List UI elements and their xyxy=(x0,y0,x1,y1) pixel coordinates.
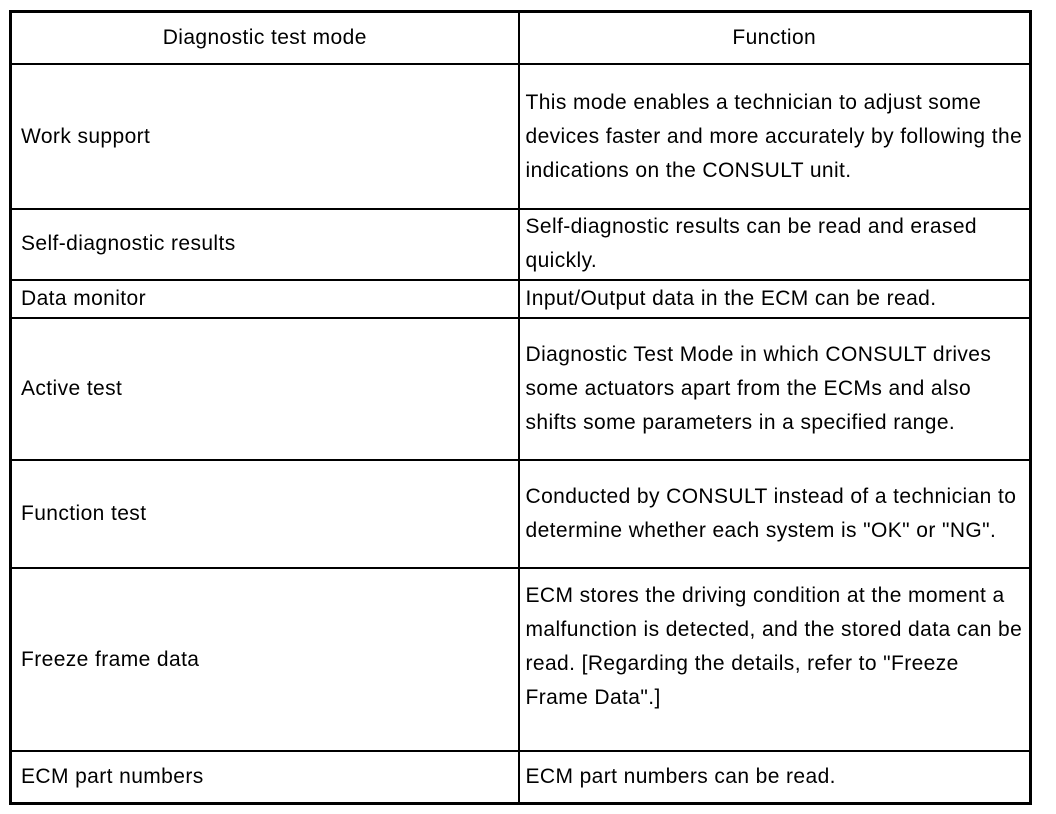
mode-cell: ECM part numbers xyxy=(11,751,519,804)
table-row xyxy=(11,568,1031,750)
table-row xyxy=(11,209,1031,279)
diagnostic-mode-table xyxy=(9,10,1032,805)
function-cell: Input/Output data in the ECM can be read. xyxy=(519,280,1031,318)
table-row xyxy=(11,318,1031,460)
mode-cell: Active test xyxy=(11,318,519,460)
function-cell: This mode enables a technician to adjust some devices faster and more accurately by following the indications on the CONSULT unit. xyxy=(519,64,1031,209)
function-cell: ECM part numbers can be read. xyxy=(519,751,1031,804)
function-cell: Conducted by CONSULT instead of a technician to determine whether each system is "OK" or "NG". xyxy=(519,460,1031,568)
mode-cell: Data monitor xyxy=(11,280,519,318)
table-row xyxy=(11,460,1031,568)
function-cell: Diagnostic Test Mode in which CONSULT drives some actuators apart from the ECMs and also shifts some parameters in a specified range. xyxy=(519,318,1031,460)
mode-cell: Work support xyxy=(11,64,519,209)
mode-cell: Function test xyxy=(11,460,519,568)
table-row xyxy=(11,64,1031,209)
table-header-row xyxy=(11,12,1031,65)
header-function: Function xyxy=(519,12,1031,65)
header-diagnostic-test-mode: Diagnostic test mode xyxy=(11,12,519,65)
table-row xyxy=(11,280,1031,318)
diagnostic-mode-table-container xyxy=(9,10,1029,805)
table-row xyxy=(11,751,1031,804)
function-cell: Self-diagnostic results can be read and erased quickly. xyxy=(519,209,1031,279)
function-cell: ECM stores the driving condition at the moment a malfunction is detected, and the stored data can be read. [Regarding the details, refer to "Freeze Frame Data".] xyxy=(519,568,1031,750)
mode-cell: Self-diagnostic results xyxy=(11,209,519,279)
mode-cell: Freeze frame data xyxy=(11,568,519,750)
